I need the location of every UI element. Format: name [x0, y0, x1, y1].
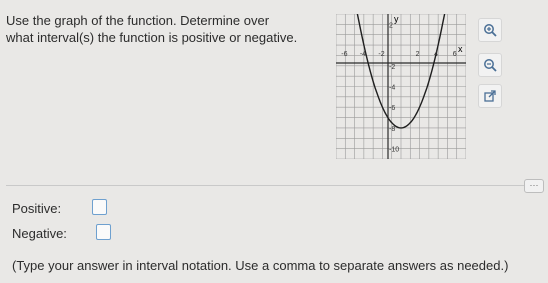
y-tick-label: -8: [389, 125, 396, 133]
x-tick-label: -6: [341, 51, 348, 59]
y-axis-label: y: [394, 14, 399, 24]
negative-answer-input[interactable]: [96, 224, 111, 240]
function-graph: [336, 14, 466, 159]
x-axis-label: x: [458, 44, 463, 54]
instruction-hint: (Type your answer in interval notation. Use a comma to separate answers as needed.): [12, 258, 509, 273]
zoom-out-icon: [483, 58, 497, 72]
zoom-out-button[interactable]: [478, 53, 502, 77]
positive-answer-input[interactable]: [92, 199, 107, 215]
graph-grid: [336, 14, 466, 159]
expand-button[interactable]: ···: [524, 179, 544, 193]
section-divider: [6, 185, 528, 186]
zoom-in-button[interactable]: [478, 18, 502, 42]
question-line-1: Use the graph of the function. Determine over: [6, 13, 270, 28]
x-tick-label: -2: [378, 51, 385, 59]
positive-label: Positive:: [12, 201, 62, 216]
negative-label: Negative:: [12, 226, 67, 241]
x-tick-label: -4: [359, 51, 367, 59]
zoom-in-icon: [483, 23, 497, 37]
x-tick-label: 2: [415, 51, 420, 59]
y-tick-label: -10: [389, 146, 400, 154]
question-text: [6, 12, 326, 46]
x-tick-label: 6: [452, 51, 457, 59]
y-tick-label: -6: [389, 105, 396, 113]
y-tick-label: -4: [389, 84, 396, 92]
x-tick-label: 4: [434, 51, 439, 59]
question-line-2: what interval(s) the function is positive or negative.: [6, 30, 298, 45]
y-tick-label: -2: [389, 63, 396, 71]
popout-button[interactable]: [478, 84, 502, 108]
y-tick-label: 2: [389, 22, 393, 30]
popout-icon: [483, 89, 497, 103]
